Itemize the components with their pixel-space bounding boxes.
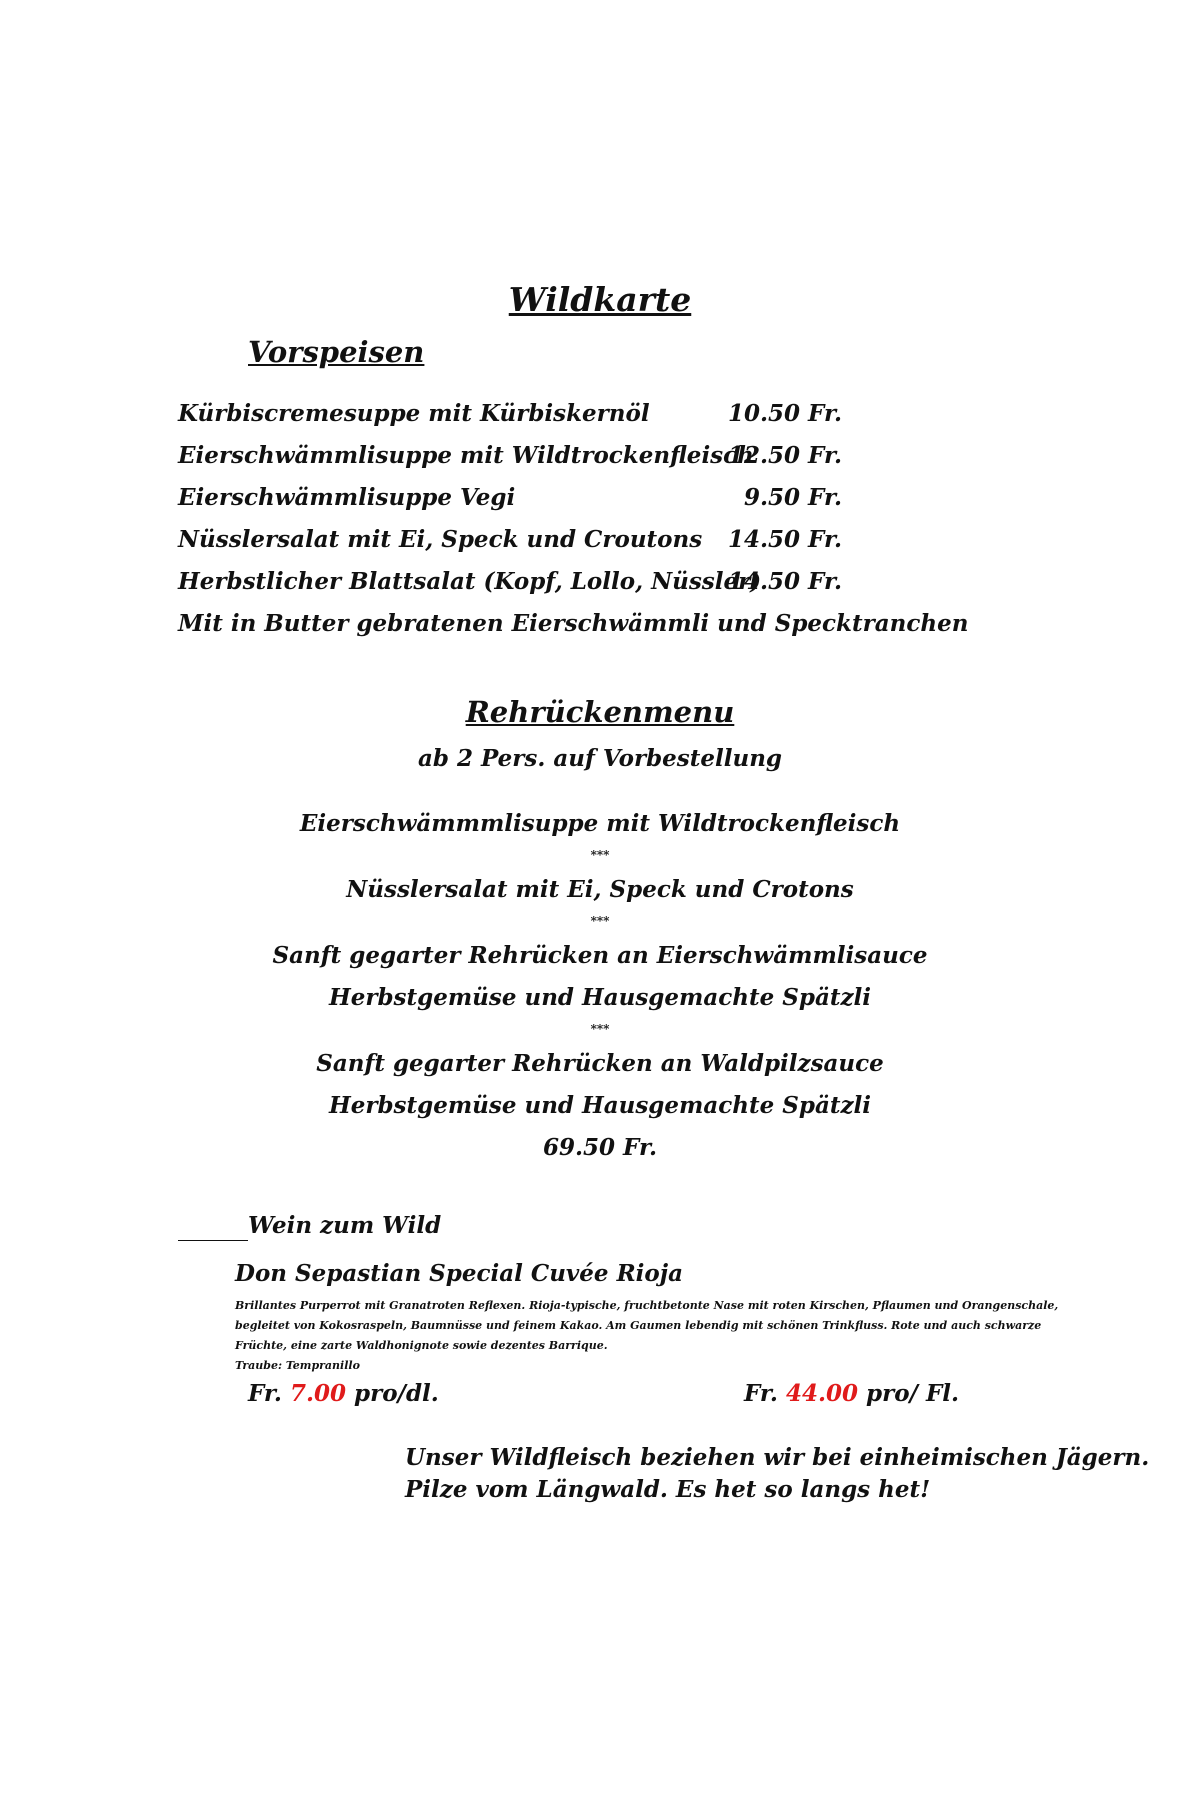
starter-item-name: Eierschwämmlisuppe mit Wildtrockenfleisch xyxy=(178,442,754,469)
rehmenu-course-4-line-2: Herbstgemüse und Hausgemachte Spätzli xyxy=(328,1092,872,1119)
rehmenu-course-2: Nüsslersalat mit Ei, Speck und Crotons xyxy=(346,876,854,903)
closing-line-1: Unser Wildfleisch beziehen wir bei einheimischen Jägern. xyxy=(405,1444,1150,1471)
starter-item-name: Kürbiscremesuppe mit Kürbiskernöl xyxy=(178,400,650,427)
course-separator: *** xyxy=(590,1022,610,1036)
wine-price-dl-suffix: pro/dl. xyxy=(354,1380,439,1407)
course-separator: *** xyxy=(590,848,610,862)
wine-name: Don Sepastian Special Cuvée Rioja xyxy=(235,1260,683,1287)
rehmenu-price: 69.50 Fr. xyxy=(543,1134,657,1161)
rehmenu-course-3-line-1: Sanft gegarter Rehrücken an Eierschwämmlisauce xyxy=(272,942,928,969)
course-separator: *** xyxy=(590,914,610,928)
wine-heading: Wein zum Wild xyxy=(248,1212,442,1239)
section-vorspeisen-heading: Vorspeisen xyxy=(248,335,425,369)
starter-item-price: 10.50 Fr. xyxy=(728,400,842,427)
closing-line-2: Pilze vom Längwald. Es het so langs het! xyxy=(405,1476,931,1503)
starter-item-name: Herbstlicher Blattsalat (Kopf, Lollo, Nüssler) xyxy=(178,568,762,595)
wine-grape: Traube: Tempranillo xyxy=(235,1359,360,1372)
wine-price-fl-prefix: Fr. xyxy=(744,1380,778,1407)
rehmenu-course-1: Eierschwämmmlisuppe mit Wildtrockenfleisch xyxy=(299,810,901,837)
wine-price-dl-prefix: Fr. xyxy=(248,1380,282,1407)
rehmenu-course-3-line-2: Herbstgemüse und Hausgemachte Spätzli xyxy=(328,984,872,1011)
wine-price-fl-suffix: pro/ Fl. xyxy=(866,1380,960,1407)
starter-item-price: 12.50 Fr. xyxy=(728,442,842,469)
wine-price-dl-value: 7.00 xyxy=(289,1380,346,1407)
page-title: Wildkarte xyxy=(508,280,692,319)
section-rehmenu-heading: Rehrückenmenu xyxy=(465,695,735,729)
wine-price-fl-value: 44.00 xyxy=(785,1380,858,1407)
rehmenu-subheading: ab 2 Pers. auf Vorbestellung xyxy=(417,745,783,772)
wine-price-per-dl xyxy=(248,1380,439,1407)
wine-description-line: Früchte, eine zarte Waldhonignote sowie dezentes Barrique. xyxy=(235,1339,608,1352)
starter-item-price: 14.50 Fr. xyxy=(728,526,842,553)
starter-item-name: Eierschwämmlisuppe Vegi xyxy=(178,484,516,511)
starter-note: Mit in Butter gebratenen Eierschwämmli und Specktranchen xyxy=(178,610,969,637)
rehmenu-course-4-line-1: Sanft gegarter Rehrücken an Waldpilzsauce xyxy=(316,1050,884,1077)
wine-heading-rule xyxy=(178,1240,248,1241)
starter-item-price: 14.50 Fr. xyxy=(728,568,842,595)
starter-item-price: 9.50 Fr. xyxy=(744,484,842,511)
wine-price-per-bottle xyxy=(744,1380,959,1407)
wine-description-line: Brillantes Purperrot mit Granatroten Reflexen. Rioja-typische, fruchtbetonte Nase mit roten Kirschen, Pflaumen und Orangenschale, xyxy=(235,1299,1059,1312)
starter-item-name: Nüsslersalat mit Ei, Speck und Croutons xyxy=(178,526,703,553)
wine-description-line: begleitet von Kokosraspeln, Baumnüsse und feinem Kakao. Am Gaumen lebendig mit schönen Trinkfluss. Rote und auch schwarze xyxy=(235,1319,1042,1332)
